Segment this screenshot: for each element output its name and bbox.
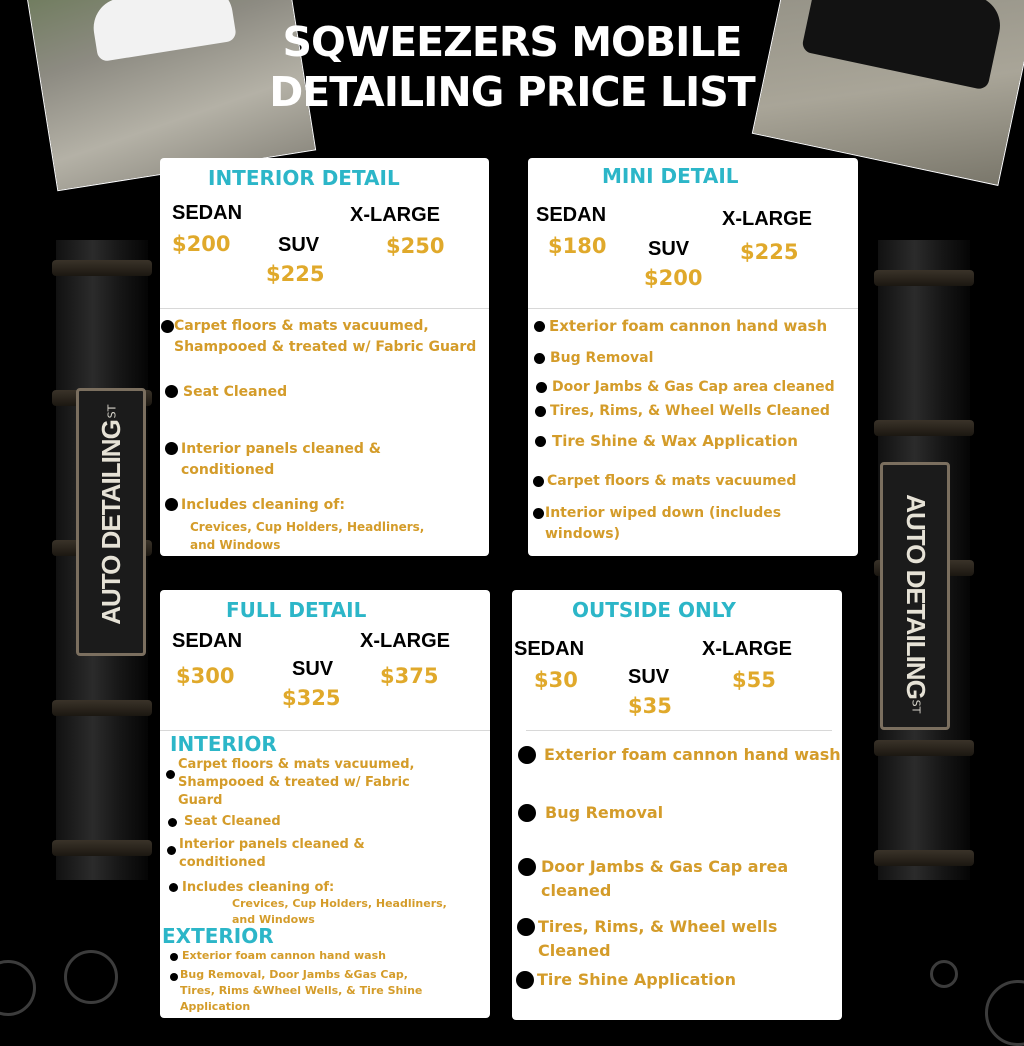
- bullet: [168, 818, 177, 827]
- bullet: [535, 406, 546, 417]
- card-title: INTERIOR DETAIL: [208, 166, 400, 190]
- divider: [160, 730, 490, 731]
- xlarge-label: X-LARGE: [722, 208, 812, 230]
- list-item: Interior panels cleaned & conditioned: [179, 837, 365, 870]
- street-sign-right: [880, 462, 950, 730]
- bullet: [533, 476, 544, 487]
- xlarge-price: $225: [740, 240, 799, 264]
- list-item: Includes cleaning of:: [182, 880, 335, 895]
- page-title-line-1: SQWEEZERS MOBILE: [282, 18, 742, 66]
- card-title: FULL DETAIL: [226, 598, 367, 622]
- divider: [526, 730, 832, 731]
- suv-price: $35: [628, 694, 672, 718]
- bubble-decoration: [64, 950, 118, 1004]
- xlarge-label: X-LARGE: [360, 630, 450, 652]
- list-item: Tire Shine & Wax Application: [552, 432, 798, 450]
- bullet: [170, 953, 178, 961]
- interior-detail-card: [160, 158, 489, 556]
- sedan-label: SEDAN: [172, 630, 243, 652]
- bubble-decoration: [0, 960, 36, 1016]
- list-item: Bug Removal: [545, 803, 664, 822]
- sedan-price: $300: [176, 664, 235, 688]
- bubble-decoration: [930, 960, 958, 988]
- list-item: Includes cleaning of:: [181, 497, 345, 513]
- xlarge-label: X-LARGE: [350, 204, 440, 226]
- divider: [160, 308, 489, 309]
- sedan-price: $200: [172, 232, 231, 256]
- list-item: Bug Removal: [550, 350, 654, 366]
- bullet: [534, 321, 545, 332]
- suv-label: SUV: [648, 238, 690, 260]
- outside-only-card: [512, 590, 842, 1020]
- card-title: MINI DETAIL: [602, 164, 739, 188]
- bullet: [167, 846, 176, 855]
- suv-price: $225: [266, 262, 325, 286]
- bullet: [535, 436, 546, 447]
- bullet: [516, 971, 534, 989]
- bubble-decoration: [985, 980, 1024, 1046]
- list-subitem: Crevices, Cup Holders, Headliners, and Windows: [232, 897, 447, 926]
- suv-label: SUV: [278, 234, 320, 256]
- full-detail-card: [160, 590, 490, 1018]
- sedan-label: SEDAN: [172, 202, 243, 224]
- bullet: [534, 353, 545, 364]
- bullet: [161, 320, 174, 333]
- list-item: Exterior foam cannon hand wash: [549, 317, 828, 335]
- bullet: [517, 918, 535, 936]
- list-item: Carpet floors & mats vacuumed, Shampooed & treated w/ Fabric Guard: [178, 757, 415, 808]
- list-item: Door Jambs & Gas Cap area cleaned: [552, 379, 835, 395]
- exterior-heading: EXTERIOR: [162, 924, 274, 948]
- suv-price: $325: [282, 686, 341, 710]
- bullet: [165, 498, 178, 511]
- list-item: Tires, Rims, & Wheel Wells Cleaned: [550, 403, 830, 419]
- bullet: [518, 746, 536, 764]
- suv-price: $200: [644, 266, 703, 290]
- list-item: Seat Cleaned: [184, 814, 281, 829]
- bullet: [169, 883, 178, 892]
- list-item: Carpet floors & mats vacuumed, Shampooed & treated w/ Fabric Guard: [174, 318, 477, 355]
- mini-detail-card: [528, 158, 858, 556]
- sedan-label: SEDAN: [536, 204, 607, 226]
- sedan-label: SEDAN: [514, 638, 585, 660]
- sedan-price: $30: [534, 668, 578, 692]
- suv-label: SUV: [628, 666, 670, 688]
- card-title: OUTSIDE ONLY: [572, 598, 736, 622]
- suv-label: SUV: [292, 658, 334, 680]
- list-item: Door Jambs & Gas Cap area cleaned: [541, 857, 789, 900]
- bullet: [165, 385, 178, 398]
- bullet: [165, 442, 178, 455]
- bullet: [166, 770, 175, 779]
- list-item: Interior wiped down (includes windows): [545, 505, 782, 542]
- street-sign-text: AUTO DETAILING: [900, 493, 931, 699]
- street-sign-text: AUTO DETAILING: [95, 419, 126, 625]
- street-sign-left: [76, 388, 146, 656]
- bullet: [533, 508, 544, 519]
- list-item: Interior panels cleaned & conditioned: [181, 441, 382, 478]
- list-item: Tires, Rims, & Wheel wells Cleaned: [538, 917, 778, 960]
- page-title-line-2: DETAILING PRICE LIST: [269, 68, 755, 116]
- list-item: Exterior foam cannon hand wash: [544, 745, 841, 764]
- xlarge-price: $55: [732, 668, 776, 692]
- list-item: Seat Cleaned: [183, 384, 288, 400]
- bullet: [518, 858, 536, 876]
- list-item: Tire Shine Application: [537, 970, 736, 989]
- bullet: [518, 804, 536, 822]
- street-sign-st: ST: [105, 404, 119, 419]
- list-subitem: Crevices, Cup Holders, Headliners, and Windows: [190, 520, 425, 552]
- xlarge-price: $250: [386, 234, 445, 258]
- bullet: [170, 973, 178, 981]
- list-item: Carpet floors & mats vacuumed: [547, 473, 797, 489]
- xlarge-label: X-LARGE: [702, 638, 792, 660]
- bullet: [536, 382, 547, 393]
- divider: [528, 308, 858, 309]
- xlarge-price: $375: [380, 664, 439, 688]
- list-item: Bug Removal, Door Jambs &Gas Cap, Tires, Rims &Wheel Wells, & Tire Shine Application: [180, 968, 423, 1013]
- sedan-price: $180: [548, 234, 607, 258]
- interior-heading: INTERIOR: [170, 732, 277, 756]
- street-sign-st: ST: [909, 699, 923, 714]
- list-item: Exterior foam cannon hand wash: [182, 949, 386, 962]
